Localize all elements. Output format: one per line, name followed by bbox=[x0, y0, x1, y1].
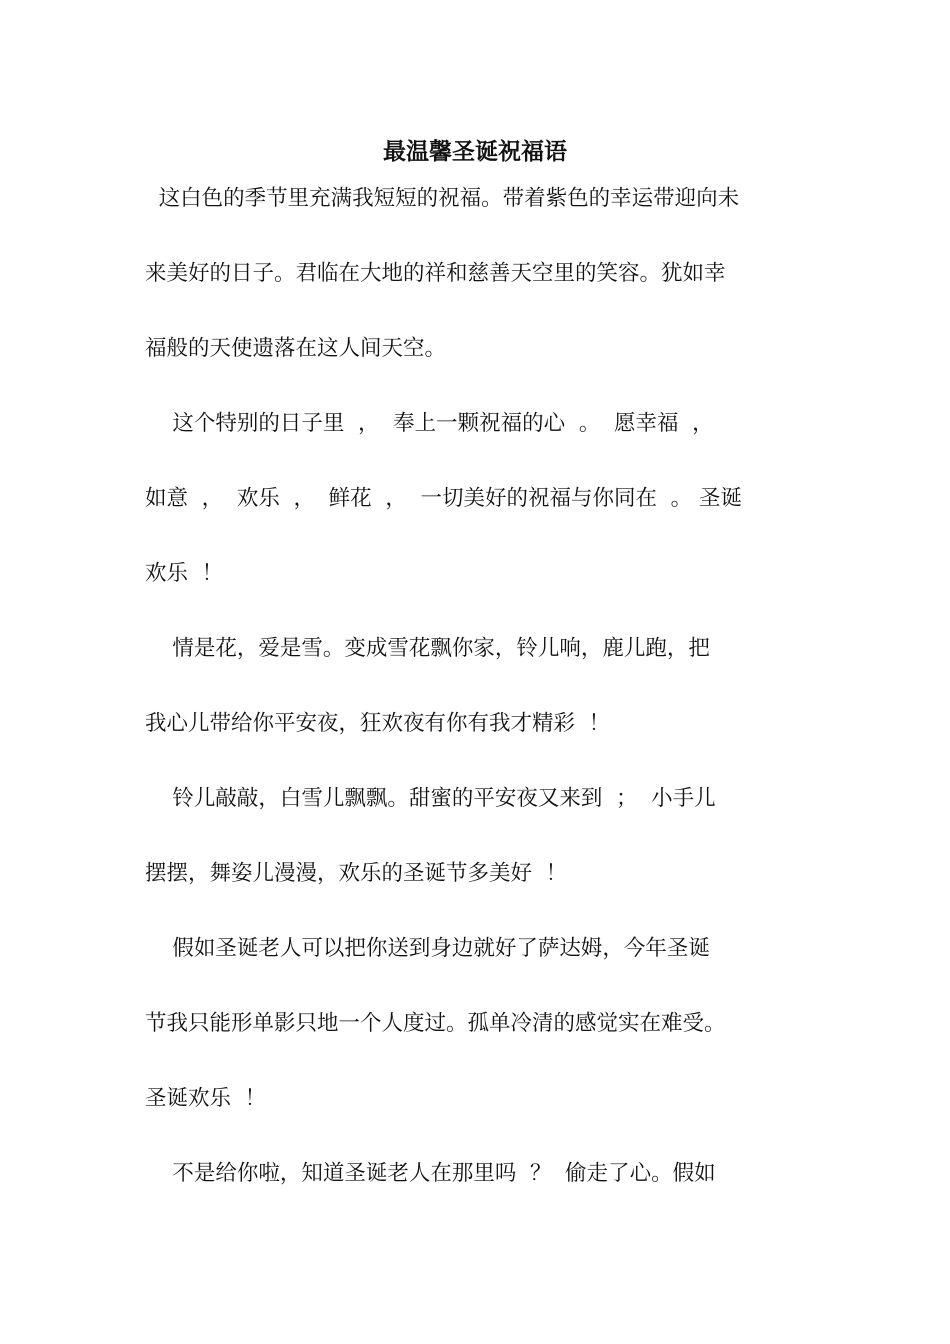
paragraph-4-line-1: 铃儿敲敲，白雪儿飘飘。甜蜜的平安夜又来到 ； 小手儿 bbox=[145, 786, 716, 811]
paragraph-4-line-2: 摆摆，舞姿儿漫漫，欢乐的圣诞节多美好 ！ bbox=[145, 861, 568, 886]
paragraph-3-line-1: 情是花，爱是雪。变成雪花飘你家，铃儿响，鹿儿跑，把 bbox=[145, 636, 710, 661]
paragraph-5-line-2: 节我只能形单影只地一个人度过。孤单冷清的感觉实在难受。 bbox=[145, 1011, 726, 1036]
paragraph-3-line-2: 我心儿带给你平安夜，狂欢夜有你有我才精彩 ！ bbox=[145, 711, 611, 736]
paragraph-1-line-2: 来美好的日子。君临在大地的祥和慈善天空里的笑容。犹如幸 bbox=[145, 261, 726, 286]
paragraph-1-line-3: 福般的天使遗落在这人间天空。 bbox=[145, 336, 447, 361]
paragraph-6-line-1: 不是给你啦，知道圣诞老人在那里吗 ？ 偷走了心。假如 bbox=[145, 1161, 716, 1186]
paragraph-2-line-1: 这个特别的日子里 ， 奉上一颗祝福的心 。 愿幸福 ， bbox=[145, 411, 714, 436]
paragraph-1-line-1: 这白色的季节里充满我短短的祝福。带着紫色的幸运带迎向未 bbox=[145, 186, 740, 211]
paragraph-2-line-2: 如意 ， 欢乐 ， 鲜花 ， 一切美好的祝福与你同在 。 圣诞 bbox=[145, 486, 743, 511]
paragraph-5-line-1: 假如圣诞老人可以把你送到身边就好了萨达姆，今年圣诞 bbox=[145, 936, 710, 961]
paragraph-5-line-3: 圣诞欢乐 ！ bbox=[145, 1086, 267, 1111]
paragraph-2-line-3: 欢乐 ！ bbox=[145, 561, 224, 586]
document-title: 最温馨圣诞祝福语 bbox=[383, 138, 567, 165]
